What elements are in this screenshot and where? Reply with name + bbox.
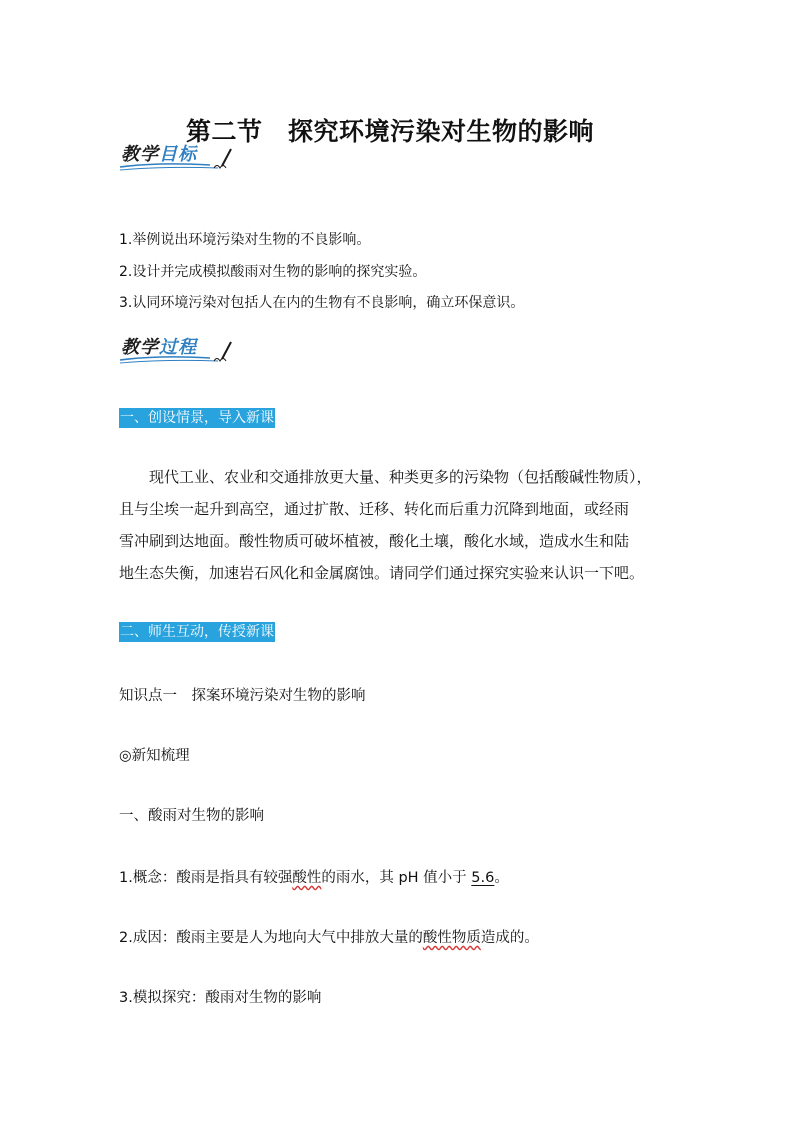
paragraph-line: 且与尘埃一起升到高空，通过扩散、迁移、转化而后重力沉降到地面，或经雨 [119,500,630,518]
objective-item: 3.认同环境污染对包括人在内的生物有不良影响，确立环保意识。 [119,295,525,311]
badge-label-part1: 教学 [121,144,159,165]
cause-blank-acid-substance: 酸性物质 [422,930,481,946]
new-knowledge-label: ◎新知梳理 [119,748,190,764]
knowledge-point-heading: 知识点一 探案环境污染对生物的影响 [119,688,366,704]
concept-blank-acidity: 酸性 [292,870,322,886]
acid-rain-subheading: 一、酸雨对生物的影响 [119,808,264,824]
concept-prefix: 1.概念：酸雨是指具有较强 [119,870,293,886]
paragraph-line: 现代工业、农业和交通排放更大量、种类更多的污染物（包括酸碱性物质）， [149,468,652,486]
section-heading-interaction: 二、师生互动，传授新课 [120,624,274,640]
badge-label-part1: 教学 [121,337,159,358]
badge-label-part2: 过程 [159,337,197,358]
teaching-goal-badge [118,140,234,172]
concept-blank-ph: 5.6 [471,870,495,886]
section-heading-intro: 一、创设情景，导入新课 [120,410,274,426]
teaching-goal-label [121,140,197,166]
concept-middle: 的雨水，其 pH 值小于 [321,870,472,886]
teaching-process-badge [118,333,234,365]
objective-item: 2.设计并完成模拟酸雨对生物的影响的探究实验。 [119,264,427,280]
cause-prefix: 2.成因：酸雨主要是人为地向大气中排放大量的 [119,930,423,946]
concept-suffix: 。 [494,870,509,886]
paragraph-line: 地生态失衡，加速岩石风化和金属腐蚀。请同学们通过探究实验来认识一下吧。 [119,564,645,582]
cause-line [119,926,539,947]
paragraph-line: 雪冲刷到达地面。酸性物质可破坏植被，酸化土壤，酸化水域，造成水生和陆 [119,532,630,550]
concept-line [119,866,509,887]
teaching-process-label [121,333,197,359]
badge-label-part2: 目标 [159,144,197,165]
intro-paragraph [119,461,687,589]
objective-item: 1.举例说出环境污染对生物的不良影响。 [119,232,371,248]
cause-suffix: 造成的。 [480,930,539,946]
simulation-heading: 3.模拟探究：酸雨对生物的影响 [119,990,322,1006]
page-title: 第二节 探究环境污染对生物的影响 [186,117,595,146]
